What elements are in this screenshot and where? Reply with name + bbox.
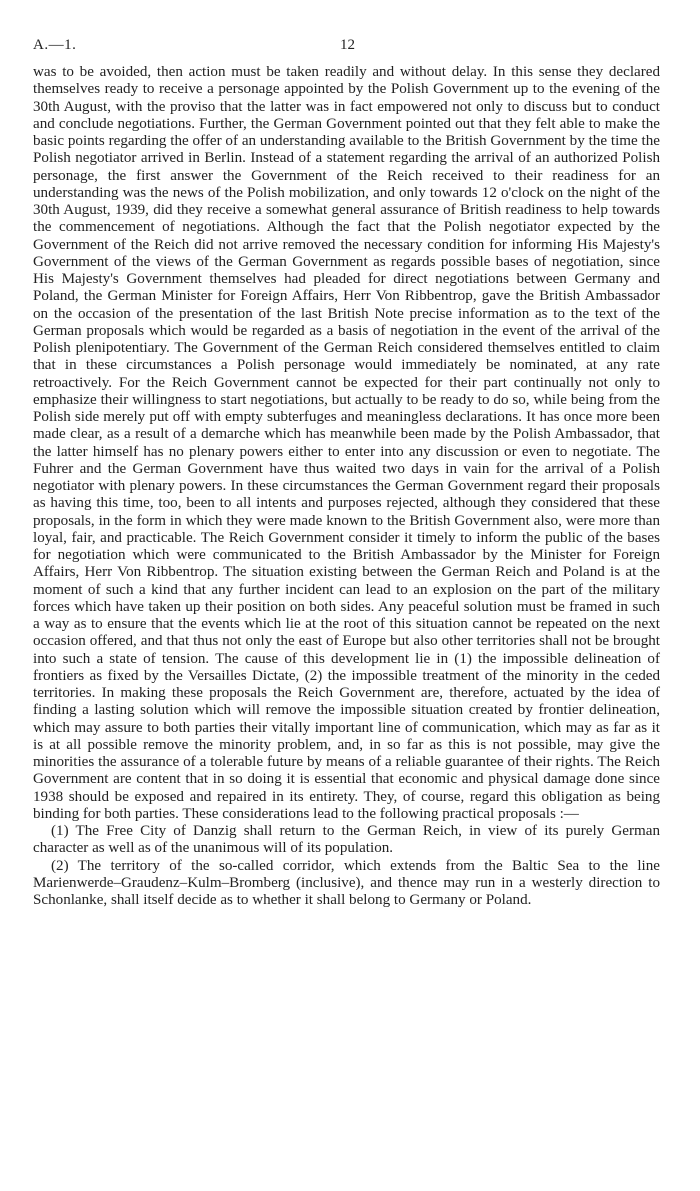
document-reference: A.—1. bbox=[33, 37, 77, 53]
main-paragraph: was to be avoided, then action must be taken readily and without delay. In this sense they declared themselves ready to receive a personage appointed by the Polish Government up to the evening of the 30th August, with the proviso that the latter was in fact empowered not only to discuss but to conduct and conclude negotiations. Further, the German Government pointed out that they felt able to make the basic points regarding the offer of an understanding available to the British Government by the time the Polish negotiator arrived in Berlin. Instead of a statement regarding the arrival of an authorized Polish personage, the first answer the Government of the Reich received to their readiness for an understanding was the news of the Polish mobilization, and only towards 12 o'clock on the night of the 30th August, 1939, did they receive a somewhat general assurance of British readiness to help towards the commencement of negotiations. Although the fact that the Polish negotiator expected by the Government of the Reich did not arrive removed the necessary condition for informing His Majesty's Government of the views of the German Government as regards possible bases of negotiation, since His Majesty's Government themselves had pleaded for direct negotiations between Germany and Poland, the German Minister for Foreign Affairs, Herr Von Ribbentrop, gave the British Ambassador on the occasion of the presentation of the last British Note precise information as to the text of the German proposals which would be regarded as a basis of negotiation in the event of the arrival of the Polish plenipotentiary. The Government of the German Reich considered themselves entitled to claim that in these circumstances a Polish personage would immediately be nominated, at any rate retroactively. For the Reich Government cannot be expected for their part continually not only to emphasize their willingness to start negotiations, but actually to be ready to do so, while being from the Polish side merely put off with empty subterfuges and meaningless declarations. It has once more been made clear, as a result of a demarche which has meanwhile been made by the Polish Ambassador, that the latter himself has no plenary powers either to enter into any discussion or even to negotiate. The Fuhrer and the German Government have thus waited two days in vain for the arrival of a Polish negotiator with plenary powers. In these circumstances the German Government regard their proposals as having this time, too, been to all intents and purposes rejected, although they considered that these proposals, in the form in which they were made known to the British Government also, were more than loyal, fair, and practicable. The Reich Government consider it timely to inform the public of the bases for negotiation which were communicated to the British Ambassador by the Minister for Foreign Affairs, Herr Von Ribbentrop. The situation existing between the German Reich and Poland is at the moment of such a kind that any further incident can lead to an explosion on the part of the military forces which have taken up their position on both sides. Any peaceful solution must be framed in such a way as to ensure that the events which lie at the root of this situation cannot be repeated on the next occasion offered, and that thus not only the east of Europe but also other territories shall not be brought into such a state of tension. The cause of this development lie in (1) the impossible delineation of frontiers as fixed by the Versailles Dictate, (2) the impossible treatment of the minority in the ceded territories. In making these proposals the Reich Government are, therefore, actuated by the idea of finding a lasting solution which will remove the impossible situation created by frontier delineation, which may assure to both parties their vitally important line of communication, which may as far as it is at all possible remove the minority problem, and, in so far as this is not possible, may give the minorities the assurance of a tolerable future by means of a reliable guarantee of their rights. The Reich Government are content that in so doing it is essential that economic and physical damage done since 1938 should be exposed and repaired in its entirety. They, of course, regard this obligation as being binding for both parties. These considerations lead to the following practical proposals :— bbox=[33, 64, 660, 822]
document-body bbox=[33, 64, 660, 909]
proposal-item-1: (1) The Free City of Danzig shall return to the German Reich, in view of its purely German character as well as of the unanimous will of its population. bbox=[33, 823, 660, 857]
page-number: 12 bbox=[340, 37, 355, 53]
proposal-item-2: (2) The territory of the so-called corridor, which extends from the Baltic Sea to the line Marienwerde–Graudenz–Kulm–Bromberg (inclusive), and thence may run in a westerly direction to Schonlanke, shall itself decide as to whether it shall belong to Germany or Poland. bbox=[33, 857, 660, 908]
